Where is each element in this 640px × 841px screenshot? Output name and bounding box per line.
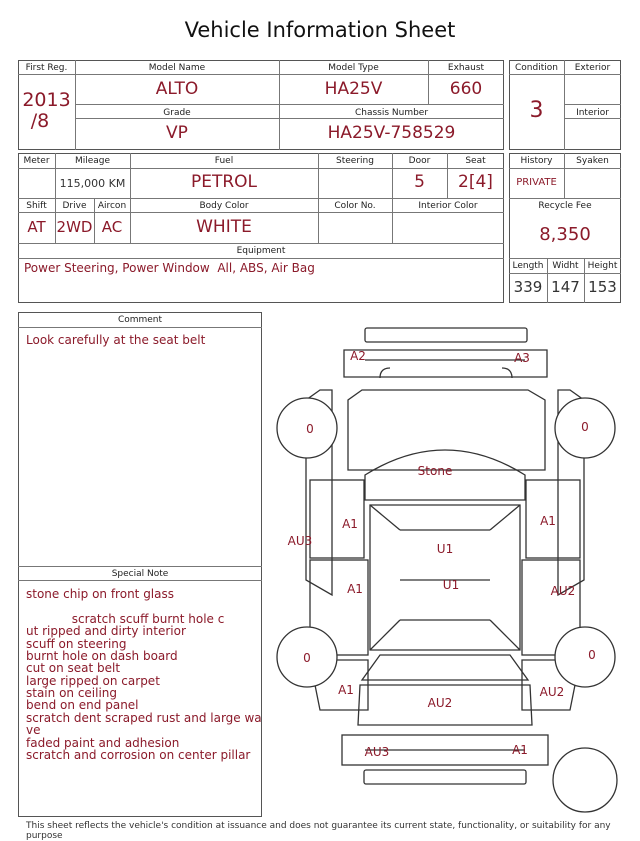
footer-disclaimer: This sheet reflects the vehicle's condition at issuance and does not guarantee its current state, functionality, or suitability for any purpose <box>26 821 611 841</box>
first-reg-month: /8 <box>30 110 50 132</box>
recycle-fee-value: 8,350 <box>539 224 591 245</box>
tire-rear-right: 0 <box>588 648 596 662</box>
note-line: ve <box>26 723 41 737</box>
label-au3-left: AU3 <box>287 534 313 548</box>
body-color-value: WHITE <box>196 217 252 237</box>
shift-label: Shift <box>26 201 47 211</box>
label-au3-bottom: AU3 <box>364 745 390 759</box>
page-title: Vehicle Information Sheet <box>184 18 456 42</box>
fuel-label: Fuel <box>214 156 234 166</box>
label-a1-bottom: A1 <box>512 743 528 757</box>
label-a1-right: A1 <box>540 514 556 528</box>
note-line: bend on end panel <box>26 698 139 712</box>
model-type-value: HA25V <box>324 79 383 99</box>
syaken-label: Syaken <box>576 156 609 166</box>
aircon-label: Aircon <box>97 201 127 211</box>
length-label: Length <box>512 261 544 271</box>
model-name-value: ALTO <box>155 79 199 99</box>
history-label: History <box>520 156 553 166</box>
condition-label: Condition <box>515 63 558 73</box>
label-stone: Stone <box>417 464 453 478</box>
car-damage-diagram <box>270 320 620 820</box>
tire-rear-left: 0 <box>303 651 311 665</box>
drive-value: 2WD <box>56 218 93 236</box>
label-au2-center: AU2 <box>427 696 453 710</box>
grade-value: VP <box>166 123 188 143</box>
color-no-label: Color No. <box>334 201 376 211</box>
label-a1-left2: A1 <box>347 582 363 596</box>
note-line: faded paint and adhesion <box>26 736 180 750</box>
equipment-value: Power Steering, Power Window All, ABS, Air Bag <box>24 261 315 275</box>
exhaust-value: 660 <box>449 79 483 99</box>
label-a1-bottom-left: A1 <box>338 683 354 697</box>
exterior-label: Exterior <box>574 63 611 73</box>
label-u1-top: U1 <box>436 542 454 556</box>
recycle-fee-label: Recycle Fee <box>538 201 592 211</box>
height-label: Height <box>587 261 618 271</box>
grade-label: Grade <box>163 108 191 118</box>
chassis-label: Chassis Number <box>354 108 429 118</box>
label-a1-left: A1 <box>342 517 358 531</box>
comment-text: Look carefully at the seat belt <box>26 333 206 347</box>
equipment-label: Equipment <box>236 246 286 256</box>
note-line: scratch and corrosion on center pillar <box>26 748 251 762</box>
note-line: scuff on steering <box>26 637 127 651</box>
label-a2: A2 <box>350 349 366 363</box>
first-reg-label: First Reg. <box>25 63 68 73</box>
tire-front-left: 0 <box>306 422 314 436</box>
mileage-label: Mileage <box>74 156 111 166</box>
note-line: stain on ceiling <box>26 686 118 700</box>
door-label: Door <box>408 156 431 166</box>
steering-label: Steering <box>336 156 374 166</box>
special-note-label: Special Note <box>111 569 169 579</box>
width-label: Widht <box>552 261 579 271</box>
meter-label: Meter <box>23 156 50 166</box>
note-line: ut ripped and dirty interior <box>26 624 186 638</box>
label-u1-mid: U1 <box>442 578 460 592</box>
exhaust-label: Exhaust <box>447 63 485 73</box>
note-line: large ripped on carpet <box>26 674 160 688</box>
tire-front-right: 0 <box>581 420 589 434</box>
chassis-value: HA25V-758529 <box>327 123 456 143</box>
drive-label: Drive <box>62 201 87 211</box>
model-name-label: Model Name <box>148 63 206 73</box>
mileage-value: 115,000 KM <box>59 177 126 190</box>
body-color-label: Body Color <box>199 201 249 211</box>
width-value: 147 <box>551 278 580 296</box>
fuel-value: PETROL <box>190 172 258 192</box>
seat-label: Seat <box>465 156 486 166</box>
height-value: 153 <box>588 278 617 296</box>
door-value: 5 <box>414 172 425 192</box>
aircon-value: AC <box>101 218 123 236</box>
note-line: burnt hole on dash board <box>26 649 178 663</box>
first-reg-year: 2013 <box>22 89 71 111</box>
label-au2-right: AU2 <box>550 584 576 598</box>
interior-color-label: Interior Color <box>418 201 478 211</box>
note-line: scratch scuff burnt hole c <box>26 612 225 626</box>
interior-label: Interior <box>576 108 609 118</box>
note-line: cut on seat belt <box>26 661 121 675</box>
comment-label: Comment <box>117 315 163 325</box>
model-type-label: Model Type <box>328 63 379 73</box>
label-au2-bottom-right: AU2 <box>539 685 565 699</box>
history-value: PRIVATE <box>516 177 557 188</box>
condition-value: 3 <box>529 98 544 123</box>
shift-value: AT <box>27 218 46 236</box>
note-line: scratch dent scraped rust and large wa <box>26 711 262 725</box>
note-line: stone chip on front glass <box>26 587 175 601</box>
length-value: 339 <box>513 278 543 296</box>
label-a3: A3 <box>514 351 530 365</box>
seat-value: 2[4] <box>458 172 493 192</box>
